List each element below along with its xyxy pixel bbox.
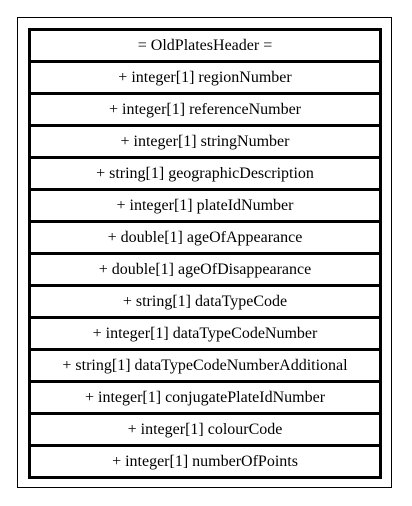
attribute-reference-number: + integer[1] referenceNumber: [31, 95, 379, 127]
attribute-plate-id-number: + integer[1] plateIdNumber: [31, 191, 379, 223]
attribute-number-of-points: + integer[1] numberOfPoints: [112, 452, 298, 470]
attribute-age-of-disappearance: + double[1] ageOfDisappearance: [31, 255, 379, 287]
attribute-age-of-appearance: + double[1] ageOfAppearance: [31, 223, 379, 255]
attribute-data-type-code-number-additional: + string[1] dataTypeCodeNumberAdditional: [31, 351, 379, 383]
attribute-colour-code: + integer[1] colourCode: [31, 415, 379, 447]
attribute-data-type-code: + string[1] dataTypeCode: [31, 287, 379, 319]
class-header: = OldPlatesHeader =: [31, 31, 379, 63]
attribute-geographic-description: + string[1] geographicDescription: [31, 159, 379, 191]
attribute-string-number: + integer[1] stringNumber: [31, 127, 379, 159]
attribute-conjugate-plate-id-number: + integer[1] conjugatePlateIdNumber: [31, 383, 379, 415]
attribute-data-type-code-number: + integer[1] dataTypeCodeNumber: [31, 319, 379, 351]
uml-class-box: [28, 28, 382, 479]
attribute-region-number: + integer[1] regionNumber: [31, 63, 379, 95]
